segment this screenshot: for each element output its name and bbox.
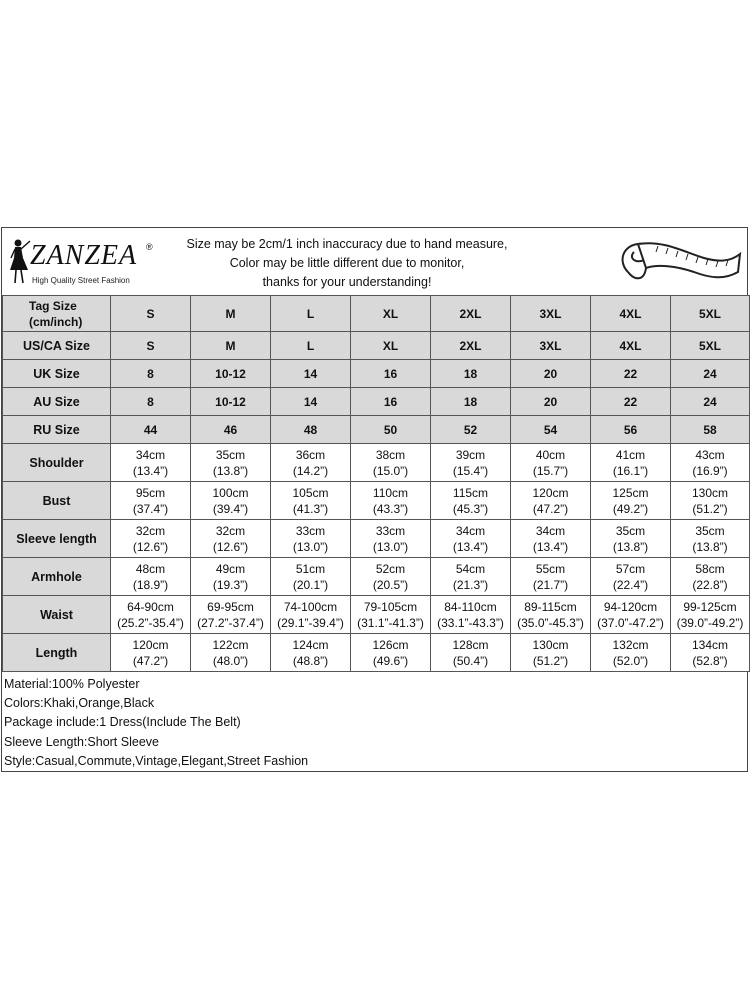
table-cell: XL <box>351 332 431 360</box>
table-cell: 20 <box>511 360 591 388</box>
table-cell: 48cm (18.9”) <box>111 558 191 596</box>
table-cell: 52cm (20.5”) <box>351 558 431 596</box>
size-header: XL <box>351 296 431 332</box>
row-label: Bust <box>3 482 111 520</box>
table-cell: 124cm (48.8”) <box>271 634 351 672</box>
table-cell: 58 <box>671 416 750 444</box>
table-cell: 10-12 <box>191 388 271 416</box>
table-cell: L <box>271 332 351 360</box>
table-cell: 40cm (15.7”) <box>511 444 591 482</box>
size-header: M <box>191 296 271 332</box>
spec-package: Package include:1 Dress(Include The Belt) <box>4 715 241 730</box>
table-cell: 20 <box>511 388 591 416</box>
table-cell: 115cm (45.3”) <box>431 482 511 520</box>
armhole-row <box>3 558 750 596</box>
spec-style: Style:Casual,Commute,Vintage,Elegant,Street Fashion <box>4 753 309 768</box>
notice-line: Color may be little different due to monitor, <box>229 256 465 270</box>
table-cell: 95cm (37.4”) <box>111 482 191 520</box>
table-cell: 126cm (49.6”) <box>351 634 431 672</box>
sleeve-length-row <box>3 520 750 558</box>
table-cell: 64-90cm (25.2”-35.4”) <box>111 596 191 634</box>
table-cell: 4XL <box>591 332 671 360</box>
table-cell: 8 <box>111 360 191 388</box>
table-cell: 8 <box>111 388 191 416</box>
table-cell: 34cm (13.4”) <box>431 520 511 558</box>
shoulder-row <box>3 444 750 482</box>
brand-logo <box>6 236 156 288</box>
table-cell: 34cm (13.4”) <box>111 444 191 482</box>
length-row <box>3 634 750 672</box>
row-label: Shoulder <box>3 444 111 482</box>
size-chart-card <box>1 227 748 772</box>
table-cell: 18 <box>431 388 511 416</box>
table-cell: 46 <box>191 416 271 444</box>
table-cell: 128cm (50.4”) <box>431 634 511 672</box>
uk-size-row <box>3 360 750 388</box>
row-label: RU Size <box>3 416 111 444</box>
table-cell: 36cm (14.2”) <box>271 444 351 482</box>
table-cell: 35cm (13.8”) <box>191 444 271 482</box>
table-cell: S <box>111 332 191 360</box>
table-cell: 14 <box>271 388 351 416</box>
table-cell: 132cm (52.0”) <box>591 634 671 672</box>
table-cell: 2XL <box>431 332 511 360</box>
notice-line: Size may be 2cm/1 inch inaccuracy due to hand measure, <box>186 237 508 251</box>
table-cell: 79-105cm (31.1”-41.3”) <box>351 596 431 634</box>
row-label: Armhole <box>3 558 111 596</box>
table-cell: 18 <box>431 360 511 388</box>
chart-header <box>2 228 747 295</box>
table-cell: 43cm (16.9”) <box>671 444 750 482</box>
row-label: Length <box>3 634 111 672</box>
size-table <box>2 295 750 672</box>
table-cell: 32cm (12.6”) <box>111 520 191 558</box>
table-cell: 51cm (20.1”) <box>271 558 351 596</box>
row-label: US/CA Size <box>3 332 111 360</box>
table-cell: 84-110cm (33.1”-43.3”) <box>431 596 511 634</box>
table-cell: 58cm (22.8”) <box>671 558 750 596</box>
spec-colors: Colors:Khaki,Orange,Black <box>4 696 155 711</box>
table-cell: 105cm (41.3”) <box>271 482 351 520</box>
table-cell: 35cm (13.8”) <box>591 520 671 558</box>
product-specs <box>4 675 308 771</box>
row-label <box>3 296 111 332</box>
us-ca-size-row <box>3 332 750 360</box>
table-cell: 69-95cm (27.2”-37.4”) <box>191 596 271 634</box>
table-cell: 49cm (19.3”) <box>191 558 271 596</box>
table-cell: 94-120cm (37.0”-47.2”) <box>591 596 671 634</box>
table-cell: 10-12 <box>191 360 271 388</box>
table-cell: 125cm (49.2”) <box>591 482 671 520</box>
bust-row <box>3 482 750 520</box>
brand-tagline: High Quality Street Fashion <box>32 276 130 285</box>
table-cell: 89-115cm (35.0”-45.3”) <box>511 596 591 634</box>
table-cell: 41cm (16.1”) <box>591 444 671 482</box>
table-cell: 22 <box>591 360 671 388</box>
row-label: UK Size <box>3 360 111 388</box>
table-cell: 32cm (12.6”) <box>191 520 271 558</box>
table-cell: 74-100cm (29.1”-39.4”) <box>271 596 351 634</box>
table-cell: 24 <box>671 388 750 416</box>
table-cell: 16 <box>351 388 431 416</box>
measuring-tape-icon <box>614 232 744 292</box>
table-cell: 44 <box>111 416 191 444</box>
table-cell: 130cm (51.2”) <box>511 634 591 672</box>
notice-line: thanks for your understanding! <box>262 275 432 289</box>
table-cell: 54 <box>511 416 591 444</box>
size-header: S <box>111 296 191 332</box>
table-cell: 38cm (15.0”) <box>351 444 431 482</box>
table-cell: 57cm (22.4”) <box>591 558 671 596</box>
ru-size-row <box>3 416 750 444</box>
spec-material: Material:100% Polyester <box>4 677 140 691</box>
spec-sleeve-length: Sleeve Length:Short Sleeve <box>4 734 159 749</box>
table-cell: 52 <box>431 416 511 444</box>
size-header: 4XL <box>591 296 671 332</box>
table-cell: 16 <box>351 360 431 388</box>
table-cell: 33cm (13.0”) <box>271 520 351 558</box>
registered-mark: ® <box>146 242 153 252</box>
table-cell: 39cm (15.4”) <box>431 444 511 482</box>
table-cell: 3XL <box>511 332 591 360</box>
table-cell: 134cm (52.8”) <box>671 634 750 672</box>
size-header: L <box>271 296 351 332</box>
table-cell: 24 <box>671 360 750 388</box>
table-cell: 33cm (13.0”) <box>351 520 431 558</box>
measurement-notice <box>162 235 532 292</box>
row-label: AU Size <box>3 388 111 416</box>
table-cell: 55cm (21.7”) <box>511 558 591 596</box>
table-cell: M <box>191 332 271 360</box>
table-cell: 54cm (21.3”) <box>431 558 511 596</box>
table-cell: 56 <box>591 416 671 444</box>
au-size-row <box>3 388 750 416</box>
table-cell: 48 <box>271 416 351 444</box>
row-label: Sleeve length <box>3 520 111 558</box>
table-cell: 5XL <box>671 332 750 360</box>
table-cell: 99-125cm (39.0”-49.2”) <box>671 596 750 634</box>
size-header: 2XL <box>431 296 511 332</box>
table-cell: 35cm (13.8”) <box>671 520 750 558</box>
tag-size-unit: (cm/inch) <box>29 314 83 329</box>
brand-name: ZANZEA <box>30 240 138 271</box>
table-cell: 34cm (13.4”) <box>511 520 591 558</box>
waist-row <box>3 596 750 634</box>
tag-size-label: Tag Size <box>29 298 77 313</box>
table-cell: 130cm (51.2”) <box>671 482 750 520</box>
tag-size-row <box>3 296 750 332</box>
table-cell: 100cm (39.4”) <box>191 482 271 520</box>
table-cell: 50 <box>351 416 431 444</box>
row-label: Waist <box>3 596 111 634</box>
table-cell: 120cm (47.2”) <box>111 634 191 672</box>
table-cell: 14 <box>271 360 351 388</box>
table-cell: 22 <box>591 388 671 416</box>
table-cell: 122cm (48.0”) <box>191 634 271 672</box>
size-header: 3XL <box>511 296 591 332</box>
size-header: 5XL <box>671 296 750 332</box>
table-cell: 110cm (43.3”) <box>351 482 431 520</box>
table-cell: 120cm (47.2”) <box>511 482 591 520</box>
